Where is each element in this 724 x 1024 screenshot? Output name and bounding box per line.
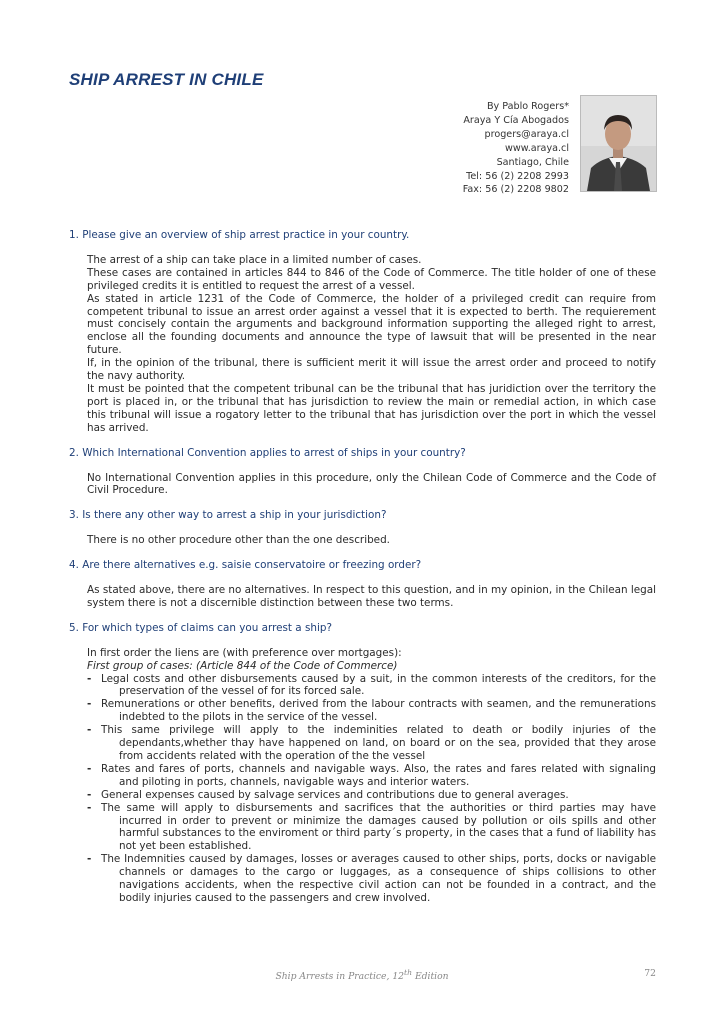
answer-paragraph: The arrest of a ship can take place in a limited number of cases. <box>87 253 422 266</box>
author-firm: Araya Y Cía Abogados <box>463 114 569 126</box>
author-fax: Fax: 56 (2) 2208 9802 <box>462 184 569 196</box>
list-item: - The same will apply to disbursements and sacrifices that the authorities or third parties may have incurred in order to prevent or minimize the damages caused by pollution or oils spills and other harmful substances to the enviroment or third party´s property, in the cases that a fund of liability has not yet been established. <box>87 802 656 854</box>
author-name: By Pablo Rogers* <box>486 101 569 112</box>
answer-1 <box>87 254 656 435</box>
list-item: - This same privilege will apply to the indeminities related to death or bodily injuries of the dependants,whether thay have happened on land, on board or on the sea, provided that they arose from accidents related with the operation of the the vessel <box>87 724 656 763</box>
answer-paragraph: As stated above, there are no alternatives. In respect to this question, and in my opinion, in the Chilean legal system there is not a discernible distinction between these two terms. <box>87 584 656 609</box>
author-block <box>309 100 569 197</box>
edition-sup: th <box>404 968 413 977</box>
claims-list <box>87 673 656 905</box>
answer-5 <box>87 647 656 905</box>
question-2: 2. Which International Convention applies to arrest of ships in your country? <box>69 446 466 459</box>
answer-paragraph: If, in the opinion of the tribunal, there is sufficient merit it will issue the arrest order and proceed to notify the navy authority. <box>87 357 656 383</box>
edition-suffix: Edition <box>412 971 449 983</box>
answer-paragraph: It must be pointed that the competent tribunal can be the tribunal that has juridiction over the territory the port is placed in, or the tribunal that has jurisdiction to review the main or remedial action, in which case this tribunal will issue a rogatory letter to the tribunal that has jurisdiction over the port in which the vessel has arrived. <box>87 382 656 434</box>
answer-paragraph: These cases are contained in articles 844 to 846 of the Code of Commerce. The title holder of one of these privileged credits it is entitled to request the arrest of a vessel. <box>87 266 656 292</box>
edition-prefix: Ship Arrests in Practice, 12 <box>275 971 405 983</box>
author-portrait-icon <box>581 96 656 191</box>
list-item: - General expenses caused by salvage services and contributions due to general averages. <box>87 789 656 802</box>
answer-3 <box>87 534 656 547</box>
page-title: SHIP ARREST IN CHILE <box>69 70 264 89</box>
question-1: 1. Please give an overview of ship arrest practice in your country. <box>69 229 410 241</box>
answer-4 <box>87 584 656 610</box>
author-photo <box>580 95 657 192</box>
question-5: 5. For which types of claims can you arrest a ship? <box>69 621 332 634</box>
edition-label <box>0 968 724 982</box>
answer-paragraph: As stated in article 1231 of the Code of Commerce, the holder of a privileged credit can require from competent tribunal to issue an arrest order against a vessel that it is expected to berth. The requierement must concisely contain the arguments and background information supporting the alleged right to arrest, enclose all the founding documents and announce the type of lawsuit that will be presented in the near future. <box>87 292 656 357</box>
page-number: 72 <box>644 968 656 979</box>
list-item: - Legal costs and other disbursements caused by a suit, in the common interests of the creditors, for the preservation of the vessel of for its forced sale. <box>87 673 656 699</box>
answer-paragraph: There is no other procedure other than the one described. <box>87 534 390 547</box>
author-website: www.araya.cl <box>505 142 569 154</box>
author-email: progers@araya.cl <box>484 128 569 140</box>
answer-2 <box>87 472 656 498</box>
group-title: First group of cases: (Article 844 of the Code of Commerce) <box>87 659 398 672</box>
list-item: - Remunerations or other benefits, derived from the labour contracts with seamen, and the remunerations indebted to the pilots in the service of the vessel. <box>87 698 656 724</box>
author-phone: Tel: 56 (2) 2208 2993 <box>466 170 569 182</box>
answer-paragraph: No International Convention applies in this procedure, only the Chilean Code of Commerce and the Code of Civil Procedure. <box>87 471 656 497</box>
list-item: - The Indemnities caused by damages, losses or averages caused to other ships, ports, docks or navigable channels or damages to the cargo or luggages, as a consequence of ships collisions to other navigations accidents, when the respective civil action can not be founded in a contract, and the bodily injuries caused to the passengers and crew involved. <box>87 853 656 905</box>
question-4: 4. Are there alternatives e.g. saisie conservatoire or freezing order? <box>69 559 422 572</box>
list-item: - Rates and fares of ports, channels and navigable ways. Also, the rates and fares related with signaling and piloting in ports, channels, navigable ways and interior waters. <box>87 763 656 789</box>
author-city: Santiago, Chile <box>496 156 569 168</box>
answer-paragraph: In first order the liens are (with preference over mortgages): <box>87 646 402 659</box>
article-body <box>69 229 656 917</box>
question-3: 3. Is there any other way to arrest a ship in your jurisdiction? <box>69 509 387 522</box>
